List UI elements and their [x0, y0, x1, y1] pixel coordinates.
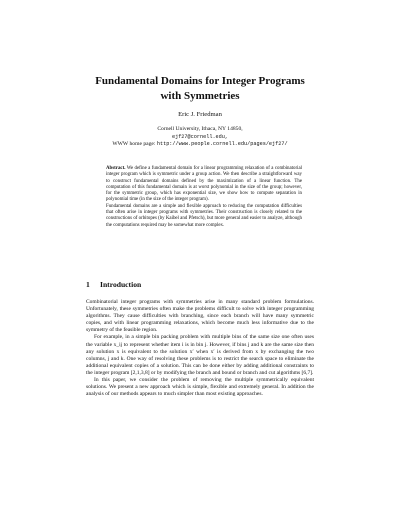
title-line-2: with Symmetries	[160, 90, 240, 102]
homepage-prefix: WWW home page:	[112, 141, 157, 148]
section-heading	[86, 280, 326, 290]
body-paragraph-3: In this paper, we consider the problem of removing the multiple symmetrically equivalent solutions. We present a new approach which is simple, flexible and extremely general. In addition the analysis of our methods appears to much simpler than most existing approaches.	[86, 377, 314, 398]
homepage-url: http://www.people.cornell.edu/pages/ejf27/	[156, 141, 288, 148]
paper-title	[60, 74, 340, 104]
abstract-label: Abstract.	[106, 166, 126, 171]
body-paragraph-2: For example, in a simple bin packing problem with multiple bins of the same size one often uses the variable x_ij to represent whether item i is in bin j. However, if bins j and k are the same size then any solution x is equivalent to the solution x′ when x′ is derived from x by exchanging the two columns, j and k. One way of resolving these problems is to restrict the search space to eliminate the additional equivalent copies of a solution. This can be done either by adding additional constraints to the integer program [2,1,3,8] or by modifying the branch and bound or branch and cut algorithms [6,7].	[86, 334, 314, 376]
author-email: ejf27@cornell.edu,	[171, 133, 229, 140]
abstract	[106, 166, 302, 229]
abstract-paragraph-2: Fundamental domains are a simple and flexible approach to reducing the computation difficulties that often arise in integer programs with symmetries. Their construction is closely related to the constructions of orbitopes (by Kaibel and Pfetsch), but more general and easier to analyze, although the computations required may be somewhat more complex.	[106, 203, 302, 228]
body-paragraph-1: Combinatorial integer programs with symmetries arise in many standard problem formulations. Unfortunately, these symmetries often make the problems difficult to solve with integer programming algorithms. They cause difficulties with branching, since each branch will have many symmetric copies, and with linear programming relaxations, which become much less informative due to the symmetry of the feasible region.	[86, 299, 314, 334]
abstract-text-1: We define a fundamental domain for a linear programming relaxation of a combinatorial integer program which is symmetric under a group action. We then describe a straightforward way to construct fundamental domains defined by the maximization of a linear function. The computation of this fundamental domain is at worst polynomial in the size of the group; however, for the symmetric group, which has exponential size, we show how to compute separation in polynomial time (in the size of the integer program).	[106, 166, 302, 203]
section-title: Introduction	[100, 280, 142, 289]
section-number: 1	[86, 280, 90, 289]
author-name: Eric J. Friedman	[178, 111, 222, 118]
homepage-line	[60, 141, 340, 149]
body-text	[86, 299, 314, 398]
affiliation-block	[60, 126, 340, 149]
institution: Cornell University, Ithaca, NY 14850,	[157, 126, 243, 132]
abstract-paragraph-1	[106, 166, 302, 204]
title-line-1: Fundamental Domains for Integer Programs	[95, 75, 305, 87]
